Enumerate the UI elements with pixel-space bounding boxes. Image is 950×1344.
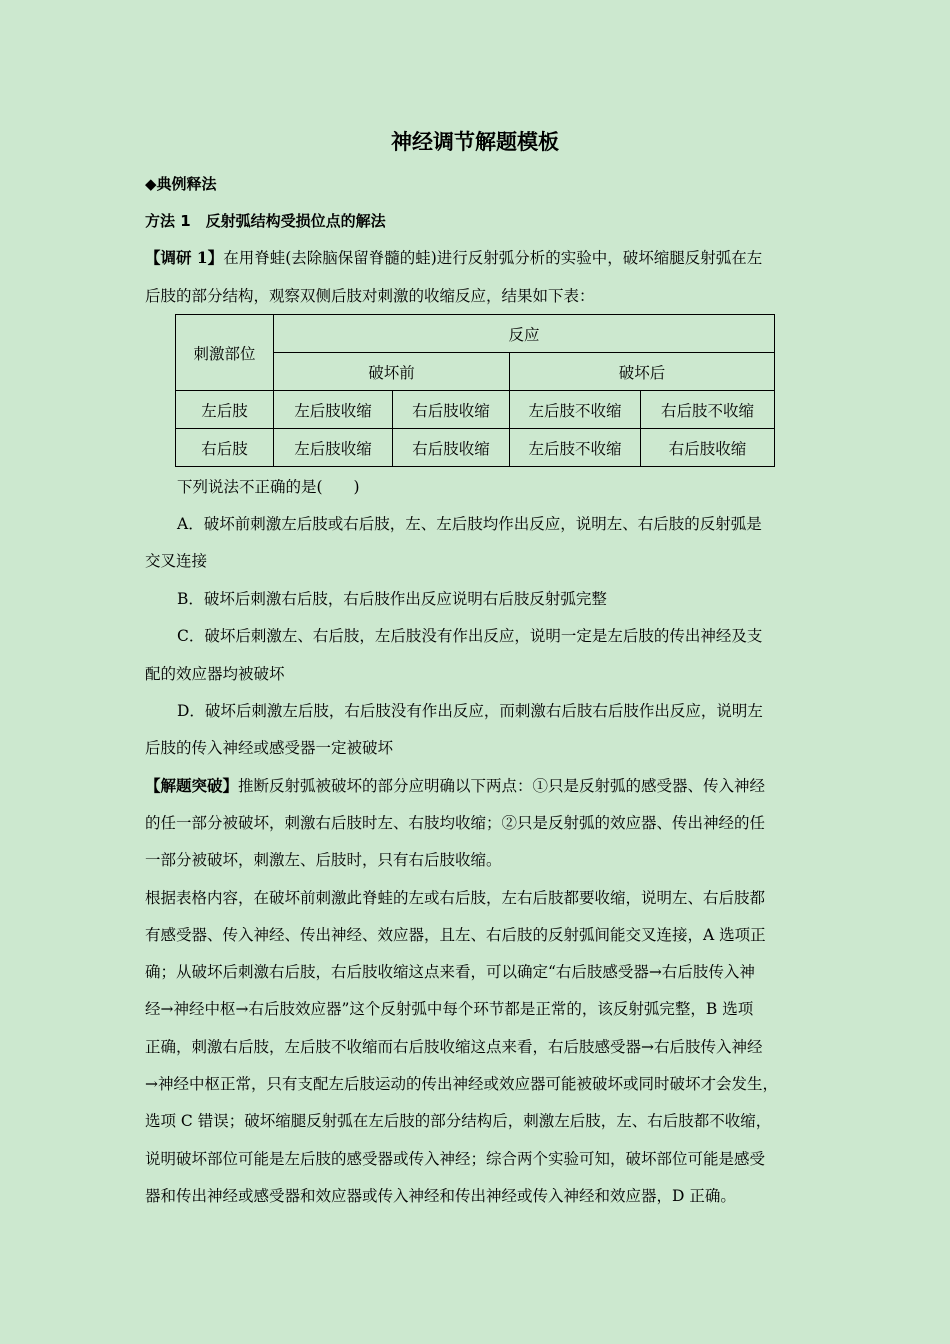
header-before: 破坏前 <box>274 353 510 391</box>
table-cell: 右后肢收缩 <box>641 429 775 467</box>
table-cell: 右后肢 <box>176 429 274 467</box>
solution-text: 推断反射弧被破坏的部分应明确以下两点：①只是反射弧的感受器、传入神经 <box>238 777 766 795</box>
option-c-line-1: C．破坏后刺激左、右后肢，左后肢没有作出反应，说明一定是左后肢的传出神经及支 <box>177 627 763 645</box>
table-row <box>176 429 775 467</box>
section-label: ◆典例释法 <box>145 175 217 193</box>
analysis-line: 根据表格内容，在破坏前刺激此脊蛙的左或右后肢，左右后肢都要收缩，说明左、右后肢都 <box>145 889 766 907</box>
solution-line-2: 的任一部分被破坏，刺激右后肢时左、右肢均收缩；②只是反射弧的效应器、传出神经的任 <box>145 814 766 832</box>
option-c-line-2: 配的效应器均被破坏 <box>145 665 285 683</box>
research-tag: 【调研 1】 <box>145 248 224 267</box>
page-title: 神经调节解题模板 <box>391 130 559 154</box>
analysis-line: 说明破坏部位可能是左后肢的感受器或传入神经；综合两个实验可知，破坏部位可能是感受 <box>145 1150 766 1168</box>
research-line-2: 后肢的部分结构，观察双侧后肢对刺激的收缩反应，结果如下表： <box>145 287 595 305</box>
option-a-line-1: A．破坏前刺激左后肢或右后肢，左、左后肢均作出反应，说明左、右后肢的反射弧是 <box>177 515 762 533</box>
table-cell: 左后肢不收缩 <box>510 391 641 429</box>
header-stimulus: 刺激部位 <box>176 315 274 391</box>
header-after: 破坏后 <box>510 353 775 391</box>
option-a-line-2: 交叉连接 <box>145 552 208 570</box>
table-row <box>176 391 775 429</box>
analysis-line: 选项 C 错误；破坏缩腿反射弧在左后肢的部分结构后，刺激左后肢，左、右后肢都不收缩， <box>145 1112 772 1130</box>
table-cell: 左后肢 <box>176 391 274 429</box>
table-cell: 右后肢收缩 <box>393 429 510 467</box>
table-header-row <box>176 315 775 353</box>
results-table <box>175 314 775 467</box>
table-cell: 左后肢收缩 <box>274 429 393 467</box>
table-cell: 右后肢收缩 <box>393 391 510 429</box>
header-response: 反应 <box>274 315 775 353</box>
solution-line-1 <box>145 776 815 796</box>
method-heading: 方法 1 反射弧结构受损位点的解法 <box>145 212 386 230</box>
table-cell: 左后肢不收缩 <box>510 429 641 467</box>
analysis-line: 确；从破坏后刺激右后肢，右后肢收缩这点来看，可以确定“右后肢感受器→右后肢传入神 <box>145 963 755 981</box>
table-cell: 左后肢收缩 <box>274 391 393 429</box>
solution-tag: 【解题突破】 <box>145 776 239 795</box>
option-d-line-1: D．破坏后刺激左后肢，右后肢没有作出反应，而刺激右后肢右后肢作出反应，说明左 <box>177 702 763 720</box>
question-text: 下列说法不正确的是( ) <box>177 478 360 496</box>
analysis-line: 有感受器、传入神经、传出神经、效应器，且左、右后肢的反射弧间能交叉连接，A 选项正 <box>145 926 766 944</box>
research-text: 在用脊蛙(去除脑保留脊髓的蛙)进行反射弧分析的实验中，破坏缩腿反射弧在左 <box>223 249 763 267</box>
option-b-line-1: B．破坏后刺激右后肢，右后肢作出反应说明右后肢反射弧完整 <box>177 590 607 608</box>
analysis-line: 经→神经中枢→右后肢效应器”这个反射弧中每个环节都是正常的，该反射弧完整，B 选项 <box>145 1000 754 1018</box>
option-d-line-2: 后肢的传入神经或感受器一定被破坏 <box>145 739 394 757</box>
analysis-line: →神经中枢正常，只有支配左后肢运动的传出神经或效应器可能被破坏或同时破坏才会发生， <box>145 1075 778 1093</box>
analysis-line: 正确，刺激右后肢，左后肢不收缩而右后肢收缩这点来看，右后肢感受器→右后肢传入神经 <box>145 1038 763 1056</box>
research-line-1 <box>145 248 815 268</box>
analysis-line: 器和传出神经或感受器和效应器或传入神经和传出神经或传入神经和效应器，D 正确。 <box>145 1187 736 1205</box>
solution-line-3: 一部分被破坏，刺激左、后肢时，只有右后肢收缩。 <box>145 851 502 869</box>
table-cell: 右后肢不收缩 <box>641 391 775 429</box>
